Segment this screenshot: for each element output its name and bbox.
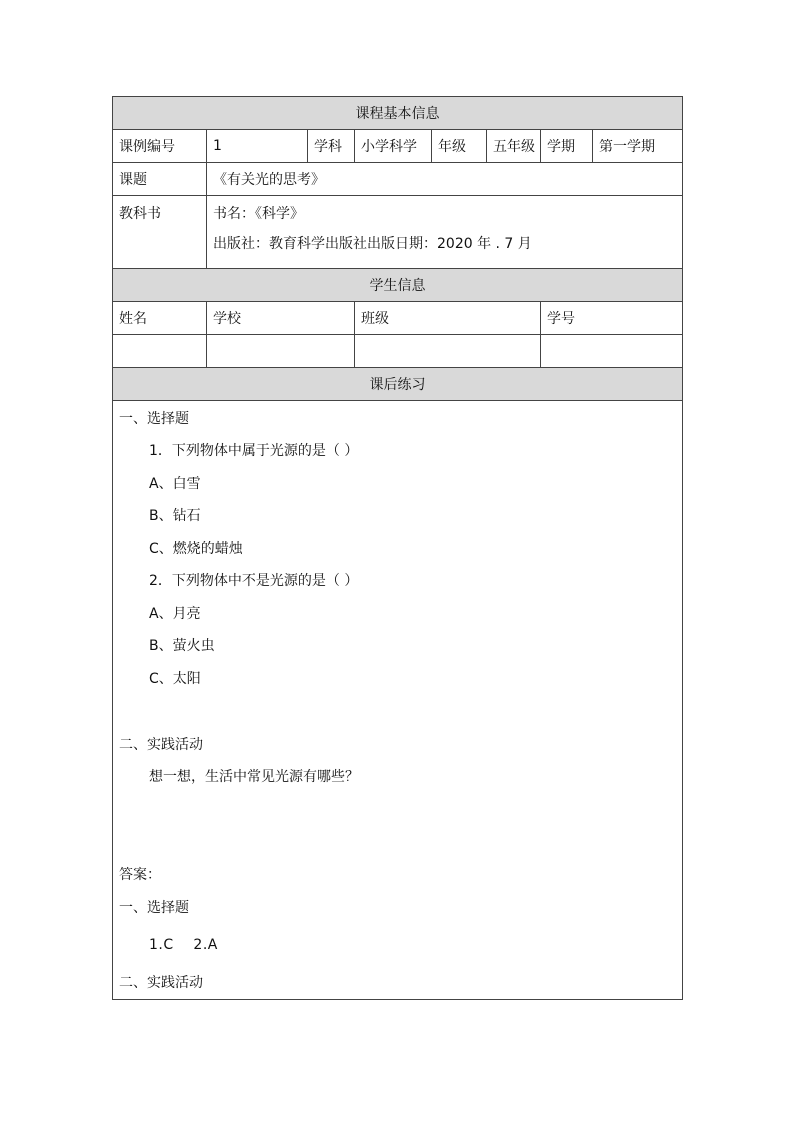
answer-part1-title: 一、选择题	[119, 900, 189, 916]
section-header-student: 学生信息	[113, 269, 683, 302]
textbook-label-text: 教科书	[119, 206, 161, 222]
section-header-basic: 课程基本信息	[113, 97, 683, 130]
subject-label: 学科	[308, 130, 355, 163]
question-1-option-a: A、白雪	[149, 476, 201, 492]
case-number-label: 课例编号	[113, 130, 207, 163]
answer-part2-title: 二、实践活动	[119, 975, 203, 991]
textbook-label	[113, 196, 207, 269]
grade-label: 年级	[432, 130, 487, 163]
publisher-info: 出版社：教育科学出版社出版日期：2020 年 . 7 月	[213, 236, 532, 252]
part1-title: 一、选择题	[119, 411, 189, 427]
student-name-label: 姓名	[113, 302, 207, 335]
term-label: 学期	[541, 130, 593, 163]
subject-value: 小学科学	[355, 130, 432, 163]
book-name: 书名：《科学》	[213, 206, 304, 222]
question-2-option-c: C、太阳	[149, 671, 201, 687]
student-class-label: 班级	[355, 302, 541, 335]
textbook-info	[207, 196, 683, 269]
section-header-homework: 课后练习	[113, 368, 683, 401]
student-school-label: 学校	[207, 302, 355, 335]
topic-label: 课题	[113, 163, 207, 196]
question-2: 2．下列物体中不是光源的是（ ）	[149, 573, 359, 589]
term-value: 第一学期	[593, 130, 683, 163]
grade-value: 五年级	[487, 130, 541, 163]
question-2-option-a: A、月亮	[149, 606, 201, 622]
topic-value: 《有关光的思考》	[207, 163, 683, 196]
question-1-option-b: B、钻石	[149, 508, 201, 524]
student-id-field[interactable]	[541, 335, 683, 368]
question-2-option-b: B、萤火虫	[149, 638, 215, 654]
student-class-field[interactable]	[355, 335, 541, 368]
homework-content	[113, 401, 683, 1000]
part2-title: 二、实践活动	[119, 737, 203, 753]
student-name-field[interactable]	[113, 335, 207, 368]
answer-title: 答案：	[119, 867, 161, 883]
student-id-label: 学号	[541, 302, 683, 335]
student-school-field[interactable]	[207, 335, 355, 368]
activity-prompt: 想一想，生活中常见光源有哪些？	[149, 769, 359, 785]
answer-values: 1.C 2.A	[149, 937, 218, 953]
question-1: 1．下列物体中属于光源的是（ ）	[149, 443, 359, 459]
question-1-option-c: C、燃烧的蜡烛	[149, 541, 243, 557]
case-number-value: 1	[207, 130, 308, 163]
course-info-table	[112, 96, 683, 1000]
